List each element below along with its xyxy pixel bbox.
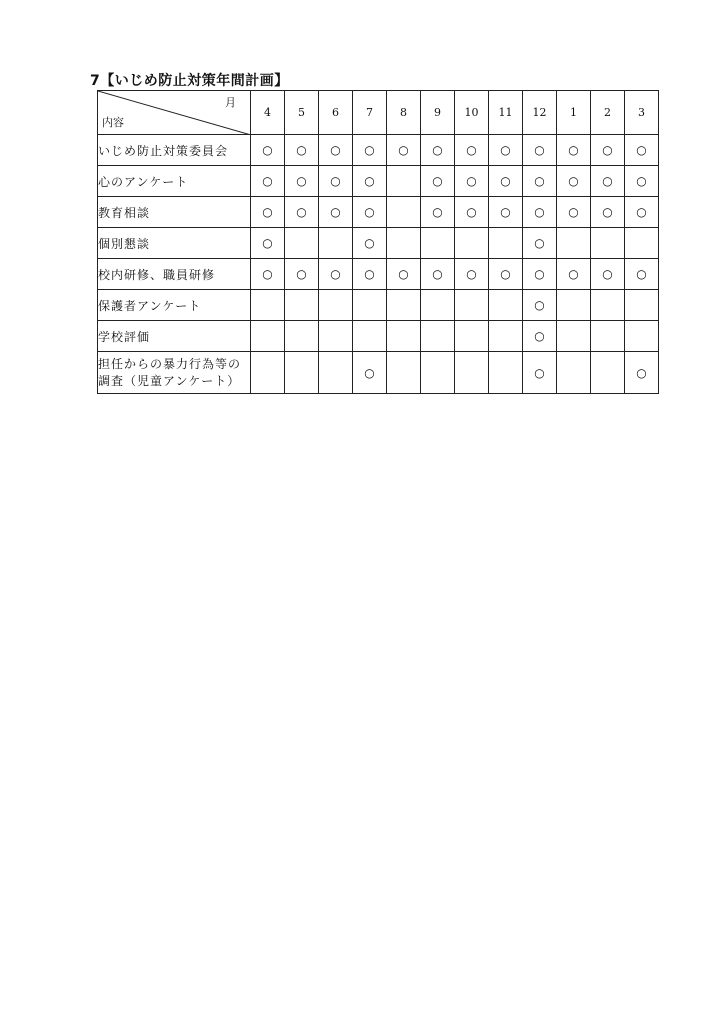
scheduled-mark: ○ [625, 259, 659, 290]
month-cell [421, 321, 455, 352]
scheduled-mark: ○ [353, 135, 387, 166]
row-label: 保護者アンケート [98, 290, 251, 321]
month-cell [387, 228, 421, 259]
table-row [98, 228, 659, 259]
scheduled-mark: ○ [557, 166, 591, 197]
month-header: 11 [489, 91, 523, 135]
month-cell [557, 352, 591, 394]
scheduled-mark: ○ [523, 228, 557, 259]
month-cell [421, 228, 455, 259]
month-cell [421, 352, 455, 394]
scheduled-mark: ○ [421, 259, 455, 290]
month-cell [455, 228, 489, 259]
row-label: 個別懇談 [98, 228, 251, 259]
scheduled-mark: ○ [625, 135, 659, 166]
month-cell [489, 352, 523, 394]
month-cell [625, 290, 659, 321]
scheduled-mark: ○ [591, 166, 625, 197]
month-cell [251, 321, 285, 352]
month-header: 9 [421, 91, 455, 135]
table-row [98, 166, 659, 197]
scheduled-mark: ○ [251, 259, 285, 290]
scheduled-mark: ○ [387, 259, 421, 290]
annual-plan-table [97, 90, 659, 394]
month-cell [251, 352, 285, 394]
scheduled-mark: ○ [421, 135, 455, 166]
row-label [98, 352, 251, 394]
table-row [98, 352, 659, 394]
scheduled-mark: ○ [489, 166, 523, 197]
month-header: 3 [625, 91, 659, 135]
scheduled-mark: ○ [455, 197, 489, 228]
month-cell [285, 290, 319, 321]
row-label: 学校評価 [98, 321, 251, 352]
month-cell [625, 321, 659, 352]
month-cell [557, 290, 591, 321]
month-cell [285, 321, 319, 352]
month-cell [455, 352, 489, 394]
month-header: 12 [523, 91, 557, 135]
scheduled-mark: ○ [557, 197, 591, 228]
month-cell [387, 352, 421, 394]
month-cell [353, 290, 387, 321]
table-row [98, 290, 659, 321]
scheduled-mark: ○ [319, 135, 353, 166]
scheduled-mark: ○ [591, 135, 625, 166]
month-cell [387, 197, 421, 228]
month-cell [319, 321, 353, 352]
scheduled-mark: ○ [353, 259, 387, 290]
scheduled-mark: ○ [421, 197, 455, 228]
month-cell [557, 228, 591, 259]
month-cell [285, 228, 319, 259]
scheduled-mark: ○ [523, 321, 557, 352]
scheduled-mark: ○ [523, 352, 557, 394]
scheduled-mark: ○ [251, 166, 285, 197]
row-label: 教育相談 [98, 197, 251, 228]
month-cell [591, 228, 625, 259]
table-row [98, 197, 659, 228]
table-row [98, 321, 659, 352]
month-header: 7 [353, 91, 387, 135]
month-header: 2 [591, 91, 625, 135]
row-label: 校内研修、職員研修 [98, 259, 251, 290]
row-label-line: 担任からの暴力行為等の [98, 356, 242, 371]
scheduled-mark: ○ [353, 166, 387, 197]
scheduled-mark: ○ [387, 135, 421, 166]
scheduled-mark: ○ [523, 197, 557, 228]
row-label: いじめ防止対策委員会 [98, 135, 251, 166]
scheduled-mark: ○ [523, 135, 557, 166]
row-label-line: 調査（児童アンケート） [98, 373, 241, 388]
month-cell [591, 290, 625, 321]
month-header: 4 [251, 91, 285, 135]
scheduled-mark: ○ [285, 197, 319, 228]
section-title: 7【いじめ防止対策年間計画】 [90, 73, 289, 89]
row-label: 心のアンケート [98, 166, 251, 197]
scheduled-mark: ○ [455, 135, 489, 166]
month-cell [591, 321, 625, 352]
month-cell [625, 228, 659, 259]
month-cell [489, 321, 523, 352]
scheduled-mark: ○ [285, 135, 319, 166]
scheduled-mark: ○ [319, 166, 353, 197]
scheduled-mark: ○ [285, 259, 319, 290]
month-cell [489, 228, 523, 259]
month-cell [251, 290, 285, 321]
header-row [98, 91, 659, 135]
month-cell [489, 290, 523, 321]
month-cell [557, 321, 591, 352]
scheduled-mark: ○ [625, 352, 659, 394]
month-axis-label: 月 [225, 96, 236, 109]
month-header: 1 [557, 91, 591, 135]
scheduled-mark: ○ [489, 259, 523, 290]
scheduled-mark: ○ [489, 135, 523, 166]
scheduled-mark: ○ [319, 197, 353, 228]
scheduled-mark: ○ [285, 166, 319, 197]
month-cell [455, 321, 489, 352]
month-header: 5 [285, 91, 319, 135]
scheduled-mark: ○ [455, 259, 489, 290]
month-cell [285, 352, 319, 394]
month-cell [591, 352, 625, 394]
month-cell [387, 290, 421, 321]
scheduled-mark: ○ [251, 228, 285, 259]
month-cell [387, 166, 421, 197]
corner-header-cell [98, 91, 251, 135]
month-cell [319, 228, 353, 259]
content-axis-label: 内容 [102, 116, 124, 129]
scheduled-mark: ○ [625, 197, 659, 228]
scheduled-mark: ○ [523, 166, 557, 197]
scheduled-mark: ○ [455, 166, 489, 197]
scheduled-mark: ○ [251, 135, 285, 166]
scheduled-mark: ○ [319, 259, 353, 290]
scheduled-mark: ○ [523, 259, 557, 290]
scheduled-mark: ○ [591, 259, 625, 290]
scheduled-mark: ○ [353, 352, 387, 394]
month-cell [455, 290, 489, 321]
table-row [98, 259, 659, 290]
scheduled-mark: ○ [421, 166, 455, 197]
scheduled-mark: ○ [489, 197, 523, 228]
month-cell [353, 321, 387, 352]
scheduled-mark: ○ [557, 259, 591, 290]
month-cell [319, 290, 353, 321]
month-cell [421, 290, 455, 321]
scheduled-mark: ○ [557, 135, 591, 166]
table-row [98, 135, 659, 166]
month-header: 8 [387, 91, 421, 135]
month-header: 10 [455, 91, 489, 135]
month-header: 6 [319, 91, 353, 135]
month-cell [319, 352, 353, 394]
scheduled-mark: ○ [591, 197, 625, 228]
scheduled-mark: ○ [625, 166, 659, 197]
scheduled-mark: ○ [523, 290, 557, 321]
scheduled-mark: ○ [251, 197, 285, 228]
month-cell [387, 321, 421, 352]
scheduled-mark: ○ [353, 228, 387, 259]
scheduled-mark: ○ [353, 197, 387, 228]
